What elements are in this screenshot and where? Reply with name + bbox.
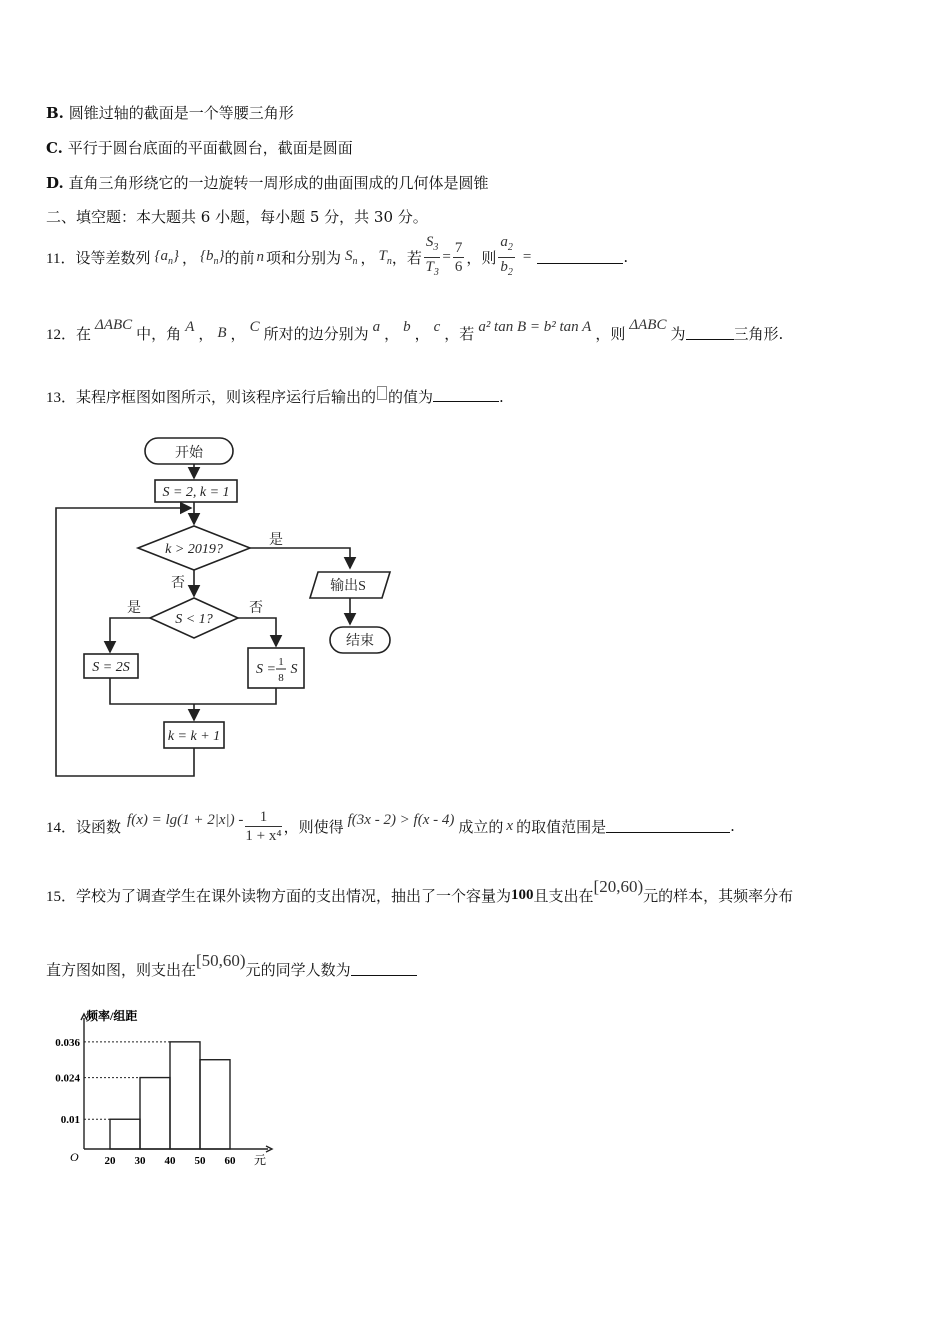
frequency-histogram xyxy=(40,1006,280,1172)
output-label: 输出S xyxy=(330,579,366,594)
flowchart xyxy=(50,432,400,782)
q14-text: 的取值范围是 xyxy=(516,817,607,836)
q15-text: 元的样本，其频率分布 xyxy=(643,886,794,905)
ratio-ab: $\frac{a_2}{b_2}$ xyxy=(500,233,513,278)
q15-text: 学校为了调查学生在课外读物方面的支出情况，抽出了一个容量为 xyxy=(76,886,512,905)
q15-text: 且支出在 xyxy=(533,886,594,905)
ratio-st: $\frac{S_3}{T_3}$ xyxy=(425,233,439,278)
question-number: 12． xyxy=(46,326,77,343)
interval-20-60: [20,60) xyxy=(593,877,644,896)
answer-blank[interactable] xyxy=(606,820,730,833)
q11-text: 项和分别为 xyxy=(266,248,342,267)
end-label: 结束 xyxy=(346,634,374,649)
question-15-cont xyxy=(46,951,417,984)
x-tick-label: 30 xyxy=(134,1155,146,1167)
q11-text: 设等差数列 xyxy=(75,248,151,267)
period: . xyxy=(623,248,629,266)
answer-blank[interactable] xyxy=(537,251,623,264)
sum-t: $T_n$ xyxy=(378,247,392,267)
y-tick-label: 0.01 xyxy=(60,1114,80,1127)
angle-b: B xyxy=(217,324,227,341)
histogram-bar xyxy=(170,1042,200,1149)
x-axis-label: 元 xyxy=(254,1153,267,1167)
option-text: 直角三角形绕它的一边旋转一周形成的曲面围成的几何体是圆锥 xyxy=(68,174,489,192)
question-12: 12． 在 ΔABC 中，角 A ， B ， C 所对的边分别为 a ， b ， c ，若 a² tan B = b² tan A ，则 ΔABC 为 三角形. xyxy=(46,316,784,343)
y-axis-label: 频率/组距 xyxy=(86,1009,138,1023)
question-13 xyxy=(46,386,504,407)
inc-label: k = k + 1 xyxy=(167,729,221,744)
inequality: f(3x - 2) > f(x - 4) xyxy=(347,811,455,828)
no-label: 否 xyxy=(171,576,185,591)
origin-label: O xyxy=(70,1150,79,1164)
answer-blank[interactable] xyxy=(433,389,499,402)
q11-text: ，若 xyxy=(391,248,422,267)
q12-text: 为 xyxy=(670,324,686,343)
q13-text: 的值为 xyxy=(388,388,434,406)
cond1-label: k > 2019? xyxy=(165,542,223,557)
question-11: 11． 设等差数列 $\{a_n\}$ ， $\{b_n\}$ 的前 n 项和分别为 $S_n$ ， $T_n$ ，若 $\frac{S_3}{T_3}$ = $\frac{7}{6}$ ，则 $\frac{a_2}{b_2}$ = . xyxy=(46,234,628,280)
equals: = xyxy=(442,248,451,265)
y-tick-label: 0.024 xyxy=(55,1072,80,1085)
equals: = xyxy=(522,248,532,265)
double-label: S = 2S xyxy=(92,660,130,675)
period: . xyxy=(730,817,735,835)
x-tick-label: 20 xyxy=(104,1155,116,1167)
histogram-bar xyxy=(110,1119,140,1149)
option-d xyxy=(46,172,489,193)
eighth-label-a: S = xyxy=(256,662,276,677)
start-label: 开始 xyxy=(175,446,203,461)
side-b: b xyxy=(403,318,411,335)
question-number: 15． xyxy=(46,888,77,905)
q12-text: ，若 xyxy=(444,324,475,343)
yes-label: 是 xyxy=(269,533,283,548)
q12-text: 所对的边分别为 xyxy=(263,324,369,343)
eighth-num: 1 xyxy=(278,656,284,668)
q11-text: 的前 xyxy=(224,248,255,267)
question-number: 14． xyxy=(46,819,77,836)
cond2-label: S < 1? xyxy=(175,612,213,627)
eighth-label-b: S xyxy=(290,662,298,677)
seq-b: $\{b_n\}$ xyxy=(199,247,225,267)
sample-size: 100 xyxy=(511,886,534,903)
angle-a: A xyxy=(185,318,195,335)
q12-text: 在 xyxy=(76,324,92,343)
no-label: 否 xyxy=(249,601,263,616)
question-15 xyxy=(46,877,794,910)
side-a: a xyxy=(372,318,381,335)
option-b xyxy=(46,102,294,123)
option-letter: D. xyxy=(46,174,64,192)
q12-text: ，则 xyxy=(595,324,626,343)
angle-c: C xyxy=(249,318,260,335)
x-tick-label: 60 xyxy=(224,1155,236,1167)
option-text: 平行于圆台底面的平面截圆台，截面是圆面 xyxy=(67,139,353,157)
q14-text: 成立的 xyxy=(458,817,504,836)
eighth-den: 8 xyxy=(278,672,284,684)
q14-text: 设函数 xyxy=(76,817,122,836)
question-14 xyxy=(46,806,735,846)
option-text: 圆锥过轴的截面是一个等腰三角形 xyxy=(68,104,294,122)
q15-text: 元的同学人数为 xyxy=(245,960,351,979)
yes-label: 是 xyxy=(127,601,141,616)
option-letter: C. xyxy=(46,139,63,157)
triangle-abc: ΔABC xyxy=(629,316,667,333)
q15-text: 直方图如图，则支出在 xyxy=(46,960,197,979)
period: . xyxy=(499,388,504,406)
histogram-bar xyxy=(140,1078,170,1149)
triangle-abc: ΔABC xyxy=(95,316,133,333)
sum-s: $S_n$ xyxy=(345,247,358,267)
q12-text: 中，角 xyxy=(136,324,182,343)
option-c xyxy=(46,137,353,158)
question-number: 11． xyxy=(46,250,76,267)
side-c: c xyxy=(433,318,441,335)
answer-blank[interactable] xyxy=(686,327,734,340)
missing-symbol-icon xyxy=(377,386,387,400)
function-fraction: $\frac{1}{\text{1 + x⁴}}$ xyxy=(245,808,282,844)
function-def: f(x) = lg(1 + 2|x|) - xyxy=(127,811,244,828)
var-x: x xyxy=(506,817,514,834)
x-tick-label: 40 xyxy=(164,1155,176,1167)
seq-a: $\{a_n\}$ xyxy=(154,247,179,267)
interval-50-60: [50,60) xyxy=(196,951,246,970)
question-number: 13． xyxy=(46,390,77,406)
option-letter: B. xyxy=(46,104,64,122)
x-tick-label: 50 xyxy=(194,1155,206,1167)
y-tick-label: 0.036 xyxy=(55,1036,80,1049)
init-label: S = 2, k = 1 xyxy=(162,485,230,500)
q12-text: 三角形. xyxy=(733,324,784,343)
var-n: n xyxy=(256,248,264,265)
q13-text: 某程序框图如图所示，则该程序运行后输出的 xyxy=(76,388,377,406)
q14-text: ，则使得 xyxy=(283,817,344,836)
histogram-bar xyxy=(200,1060,230,1149)
section-header: 二、填空题：本大题共 6 小题，每小题 5 分，共 30 分。 xyxy=(46,208,428,226)
ratio-value: $\frac{7}{6}$ xyxy=(454,239,463,275)
condition-equation: a² tan B = b² tan A xyxy=(478,318,592,335)
q11-text: ，则 xyxy=(466,248,497,267)
answer-blank[interactable] xyxy=(351,963,417,976)
